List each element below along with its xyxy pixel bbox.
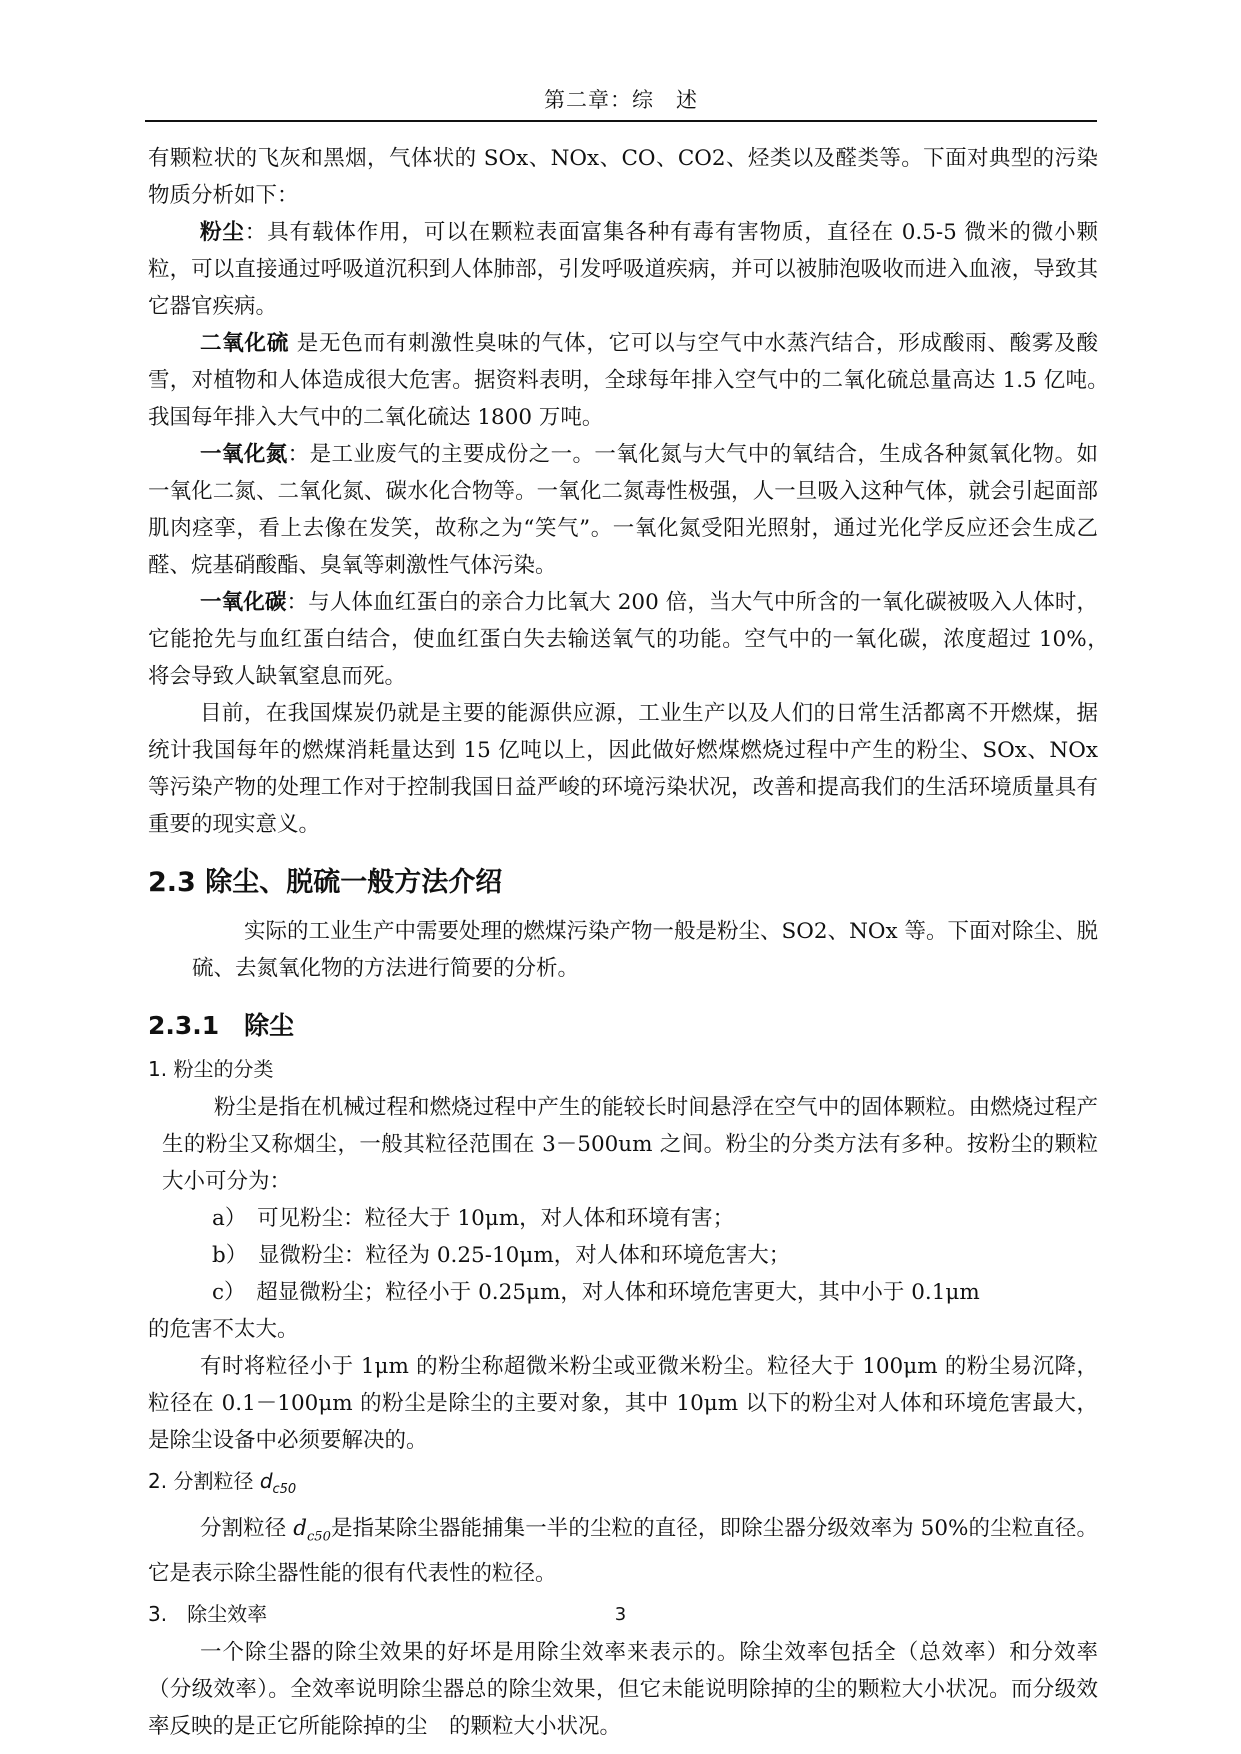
- term-no: 一氧化氮: [200, 442, 288, 467]
- term-co: 一氧化碳: [200, 590, 287, 615]
- cut-size-inline-d: d: [293, 1516, 308, 1541]
- continued-paragraph: 有颗粒状的飞灰和黑烟，气体状的 SOx、NOx、CO、CO2、烃类以及醛类等。下面对典型的污染物质分析如下：: [148, 146, 1098, 208]
- list-item-ultramicroscopic-dust: c） 超显微粉尘；粒径小于 0.25μm，对人体和环境危害更大，其中小于 0.1μm: [212, 1280, 980, 1305]
- cut-size-inline-subscript: c50: [307, 1529, 331, 1545]
- desc-dust: ：具有载体作用，可以在颗粒表面富集各种有毒有害物质，直径在 0.5-5 微米的微小颗粒，可以直接通过呼吸道沉积到人体肺部，引发呼吸道疾病，并可以被肺泡吸收而进入血液，导致其它器官疾病。: [148, 220, 1098, 319]
- term-dust: 粉尘: [200, 220, 245, 245]
- desc-so2: 是无色而有刺激性臭味的气体，它可以与空气中水蒸汽结合，形成酸雨、酸雾及酸雪，对植物和人体造成很大危害。据资料表明，全球每年排入空气中的二氧化硫总量高达 1.5 亿吨。 我国每年排入大气中的二氧化硫达 1800 万吨。: [148, 331, 1120, 430]
- cut-size-paragraph: [148, 1510, 1098, 1592]
- page-content: [148, 140, 1120, 1745]
- cut-size-symbol-inline: [293, 1516, 331, 1545]
- list-item-microscopic-dust: b） 显微粉尘：粒径为 0.25-10μm，对人体和环境危害大；: [212, 1243, 791, 1268]
- dust-definition-paragraph: 粉尘是指在机械过程和燃烧过程中产生的能较长时间悬浮在空气中的固体颗粒。由燃烧过程产生的粉尘又称烟尘，一般其粒径范围在 3－500um 之间。粉尘的分类方法有多种。按粉尘的颗粒大小可分为：: [162, 1095, 1098, 1194]
- cut-size-pre: 分割粒径: [200, 1516, 287, 1541]
- list-item-tail: 的危害不太大。: [148, 1317, 299, 1342]
- list-item-visible-dust: a） 可见粉尘：粒径大于 10μm，对人体和环境有害；: [212, 1206, 735, 1231]
- page-header: 第二章：综 述: [145, 84, 1097, 122]
- cut-size-symbol-subscript: c50: [272, 1482, 297, 1497]
- cut-size-post: 是指某除尘器能捕集一半的尘粒的直径，即除尘器分级效率为 50%的尘粒直径。它是表示除尘器性能的很有代表性的粒径。: [148, 1516, 1098, 1587]
- desc-no: ：是工业废气的主要成份之一。一氧化氮与大气中的氧结合，生成各种氮氧化物。如一氧化二氮、二氧化氮、碳水化合物等。一氧化二氮毒性极强，人一旦吸入这种气体，就会引起面部肌肉痉挛，看上去像在发笑，故称之为“笑气”。一氧化氮受阳光照射，通过光化学反应还会生成乙醛、烷基硝酸酯、臭氧等刺激性气体污染。: [148, 442, 1098, 578]
- cut-size-symbol-d: d: [259, 1469, 273, 1493]
- desc-co: ：与人体血红蛋白的亲合力比氧大 200 倍，当大气中所含的一氧化碳被吸入人体时，它能抢先与血红蛋白结合，使血红蛋白失去输送氧气的功能。空气中的一氧化碳，浓度超过 10%， 将会导致人缺氧窒息而死。: [148, 590, 1120, 689]
- subheading-cut-size: [148, 1463, 1098, 1508]
- pollutant-co: [148, 584, 1120, 695]
- subheading-dust-classification: 1. 粉尘的分类: [148, 1057, 274, 1081]
- particle-size-paragraph: 有时将粒径小于 1μm 的粉尘称超微米粉尘或亚微米粉尘。粒径大于 100μm 的粉尘易沉降，粒径在 0.1－100μm 的粉尘是除尘的主要对象，其中 10μm 以下的粉尘对人体和环境危害最大，是除尘设备中必须要解决的。: [148, 1354, 1098, 1453]
- pollutant-dust: [148, 214, 1098, 325]
- pollutant-so2: [148, 325, 1120, 436]
- section-heading-2-3: 2.3 除尘、脱硫一般方法介绍: [148, 867, 503, 898]
- cut-size-symbol: [259, 1469, 297, 1497]
- section-heading-2-3-1: 2.3.1 除尘: [148, 1011, 295, 1040]
- pollutant-no: [148, 436, 1098, 584]
- page-number: 3: [614, 1604, 627, 1625]
- subheading-efficiency: 3. 除尘效率: [148, 1602, 268, 1627]
- current-situation-paragraph: 目前，在我国煤炭仍就是主要的能源供应源，工业生产以及人们的日常生活都离不开燃煤，据统计我国每年的燃煤消耗量达到 15 亿吨以上，因此做好燃煤燃烧过程中产生的粉尘、SOx、NOx 等污染产物的处理工作对于控制我国日益严峻的环境污染状况，改善和提高我们的生活环境质量具有重要的现实意义。: [148, 701, 1098, 837]
- dust-classification-block: [148, 1089, 1098, 1200]
- cut-size-title: 2. 分割粒径: [148, 1469, 254, 1493]
- term-so2: 二氧化硫: [200, 331, 290, 356]
- section-2-3-intro: 实际的工业生产中需要处理的燃煤污染产物一般是粉尘、SO2、NOx 等。下面对除尘、脱硫、去氮氧化物的方法进行简要的分析。: [192, 919, 1098, 981]
- efficiency-paragraph: 一个除尘器的除尘效果的好坏是用除尘效率来表示的。除尘效率包括全（总效率）和分效率（分级效率）。全效率说明除尘器总的除尘效果，但它未能说明除掉的尘的颗粒大小状况。而分级效率反映的是正它所能除掉的尘 的颗粒大小状况。: [148, 1640, 1098, 1740]
